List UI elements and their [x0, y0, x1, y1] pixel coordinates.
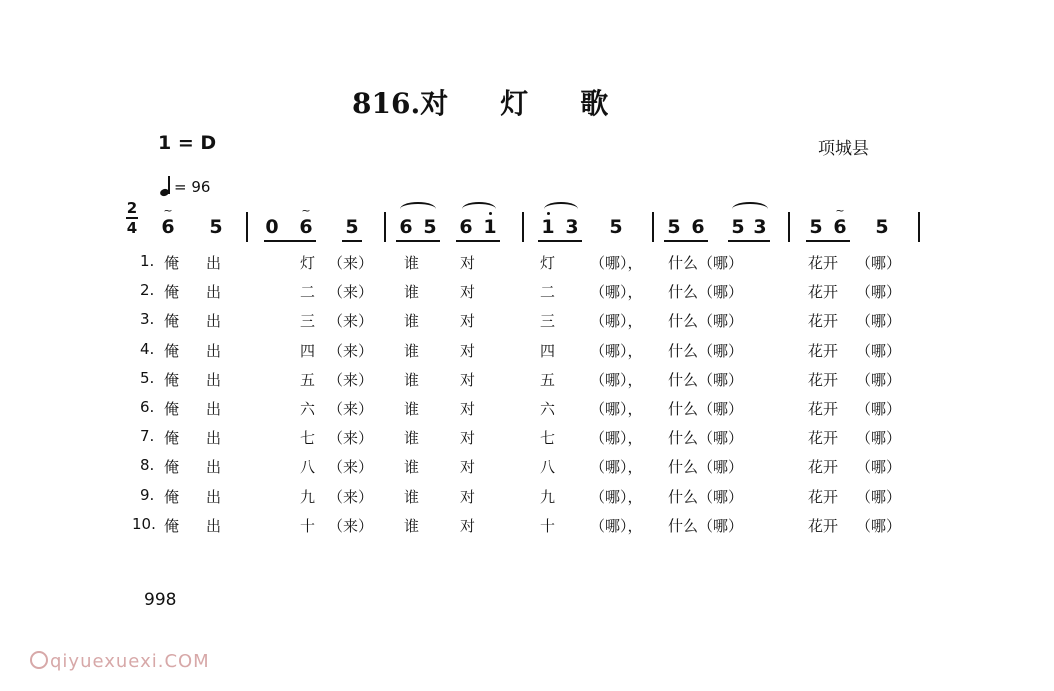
lyric-text: 花开	[808, 400, 839, 418]
lyric-text: 俺	[164, 283, 180, 302]
underline-beam	[342, 240, 362, 242]
note: 5	[423, 216, 437, 238]
lyric-text: 出	[206, 370, 222, 389]
lyric-text: 出	[206, 283, 222, 302]
note: 5	[209, 216, 223, 238]
lyric-text: 十	[300, 516, 316, 535]
lyric-text: 谁	[404, 283, 420, 302]
lyric-text: （哪），	[590, 400, 643, 418]
note: 6	[691, 216, 705, 238]
lyric-text: 谁	[404, 429, 420, 448]
lyric-text: 俺	[164, 341, 180, 360]
lyric-text: （来）	[328, 458, 374, 477]
lyric-text: （哪），	[590, 341, 643, 360]
page-number: 998	[144, 590, 177, 610]
lyric-row	[0, 515, 1054, 543]
lyric-text: （哪），	[590, 312, 643, 331]
lyric-text: 出	[206, 254, 222, 272]
lyric-text: 俺	[164, 400, 180, 418]
title-char-1: 对	[420, 87, 449, 120]
lyric-text: （哪）	[856, 516, 902, 535]
lyric-text: 出	[206, 312, 222, 331]
note: 6	[161, 216, 175, 238]
lyric-text: 谁	[404, 400, 420, 418]
lyric-text: 谁	[404, 458, 420, 477]
verse-number: 6.	[140, 398, 155, 416]
notation-staff	[0, 200, 1054, 246]
time-sig-top: 2	[126, 199, 138, 217]
lyric-text: 谁	[404, 341, 420, 360]
lyric-text: 谁	[404, 370, 420, 389]
time-sig-bottom: 4	[126, 219, 138, 237]
lyric-text: 对	[460, 254, 476, 272]
quarter-note-icon	[160, 176, 170, 196]
note: 5	[345, 216, 359, 238]
verse-number: 8.	[140, 456, 155, 475]
lyric-text: 三	[540, 312, 556, 331]
lyric-text: （来）	[328, 254, 374, 272]
lyric-text: 出	[206, 516, 222, 535]
lyric-text: （来）	[328, 400, 374, 418]
lyric-text: （哪），	[590, 254, 643, 272]
lyric-text: 六	[540, 400, 556, 418]
underline-beam	[396, 240, 440, 242]
lyric-text: 出	[206, 458, 222, 477]
lyric-text: 俺	[164, 429, 180, 448]
lyric-text: 什么（哪）	[668, 341, 744, 360]
underline-beam	[456, 240, 500, 242]
lyric-text: 出	[206, 341, 222, 360]
bar-line	[246, 212, 248, 242]
note: 0	[265, 216, 279, 238]
note: 5	[667, 216, 681, 238]
lyric-text: 对	[460, 516, 476, 535]
note: 5	[609, 216, 623, 238]
lyric-text: 谁	[404, 487, 420, 506]
bar-line	[384, 212, 386, 242]
lyric-text: （哪），	[590, 370, 643, 389]
ornament-mark: ~	[163, 204, 173, 217]
lyric-text: 九	[540, 487, 556, 506]
lyric-text: 花开	[808, 254, 839, 272]
lyric-text: （哪），	[590, 516, 643, 535]
lyric-text: 对	[460, 312, 476, 331]
lyric-row	[0, 486, 1054, 514]
lyric-text: 花开	[808, 341, 839, 360]
note: 6	[833, 216, 847, 238]
lyric-text: 什么（哪）	[668, 254, 744, 272]
bar-line	[918, 212, 920, 242]
lyric-text: （来）	[328, 283, 374, 302]
verse-number: 5.	[140, 368, 155, 387]
lyric-text: （哪）	[856, 341, 902, 360]
tempo-marking	[160, 176, 210, 196]
lyric-text: 出	[206, 429, 222, 448]
song-title	[352, 82, 608, 122]
lyric-text: 谁	[404, 312, 420, 331]
lyric-text: 什么（哪）	[668, 400, 744, 418]
lyric-text: 花开	[808, 283, 839, 302]
note: 5	[809, 216, 823, 238]
lyric-text: （来）	[328, 429, 374, 448]
lyric-text: 灯	[300, 254, 316, 272]
lyric-text: 什么（哪）	[668, 487, 744, 506]
lyric-text: 九	[300, 487, 316, 506]
lyric-text: 花开	[808, 458, 839, 477]
lyric-text: 俺	[164, 312, 180, 331]
lyric-text: 什么（哪）	[668, 458, 744, 477]
lyric-text: 二	[300, 283, 316, 302]
lyric-row	[0, 398, 1054, 426]
note: 1	[483, 216, 497, 238]
lyric-text: 谁	[404, 254, 420, 272]
title-char-3: 歌	[580, 87, 609, 120]
lyric-text: 俺	[164, 254, 180, 272]
lyric-text: 对	[460, 370, 476, 389]
lyric-text: 六	[300, 400, 316, 418]
lyric-text: （哪）	[856, 487, 902, 506]
lyric-text: 四	[300, 341, 316, 360]
verse-number: 9.	[140, 485, 155, 504]
lyric-text: 灯	[540, 254, 556, 272]
lyric-text: （哪），	[590, 429, 643, 448]
lyric-text: 对	[460, 400, 476, 418]
note: 6	[459, 216, 473, 238]
song-number: 816.	[352, 87, 421, 120]
lyric-text: 什么（哪）	[668, 429, 744, 448]
lyric-text: （来）	[328, 487, 374, 506]
lyric-text: 什么（哪）	[668, 283, 744, 302]
octave-dot	[489, 212, 492, 215]
verse-number: 1.	[140, 252, 155, 270]
lyric-text: （哪）	[856, 370, 902, 389]
lyric-row	[0, 252, 1054, 280]
lyric-text: 花开	[808, 312, 839, 331]
note: 3	[753, 216, 767, 238]
region-label: 项城县	[818, 139, 869, 159]
lyric-text: （来）	[328, 370, 374, 389]
underline-beam	[806, 240, 850, 242]
lyric-text: 什么（哪）	[668, 516, 744, 535]
lyric-text: （哪）	[856, 400, 902, 418]
underline-beam	[664, 240, 708, 242]
lyric-text: 花开	[808, 429, 839, 448]
tie-arc	[732, 202, 768, 216]
lyric-text: 七	[540, 429, 556, 448]
lyric-row	[0, 281, 1054, 309]
watermark	[30, 651, 210, 672]
lyric-text: （哪）	[856, 312, 902, 331]
lyric-text: 八	[540, 458, 556, 477]
key-signature: 1 = D	[158, 132, 217, 154]
lyric-row	[0, 310, 1054, 338]
lyric-text: 俺	[164, 516, 180, 535]
ornament-mark: ~	[835, 204, 845, 217]
lyric-text: 俺	[164, 458, 180, 477]
note: 3	[565, 216, 579, 238]
verse-number: 7.	[140, 427, 155, 446]
lyric-text: 花开	[808, 516, 839, 535]
note: 5	[731, 216, 745, 238]
ornament-mark: ~	[301, 204, 311, 217]
lyric-text: （哪）	[856, 283, 902, 302]
lyric-text: 二	[540, 283, 556, 302]
lyric-text: 十	[540, 516, 556, 535]
lyric-text: 对	[460, 283, 476, 302]
lyric-text: （哪）	[856, 254, 902, 272]
lyric-row	[0, 427, 1054, 455]
lyric-text: 谁	[404, 516, 420, 535]
tempo-value: = 96	[174, 178, 211, 196]
lyric-text: （哪），	[590, 458, 643, 477]
lyric-text: 四	[540, 341, 556, 360]
lyric-text: （来）	[328, 341, 374, 360]
verse-number: 2.	[140, 281, 155, 300]
lyric-text: （来）	[328, 312, 374, 331]
underline-beam	[264, 240, 316, 242]
note: 1	[541, 216, 555, 238]
lyric-text: 八	[300, 458, 316, 477]
lyric-text: 对	[460, 429, 476, 448]
octave-dot	[547, 212, 550, 215]
lyric-text: 花开	[808, 487, 839, 506]
title-char-2: 灯	[500, 87, 529, 120]
lyric-text: 俺	[164, 487, 180, 506]
lyric-text: 俺	[164, 370, 180, 389]
lyric-text: 三	[300, 312, 316, 331]
lyric-text: 什么（哪）	[668, 370, 744, 389]
underline-beam	[538, 240, 582, 242]
watermark-logo-icon	[30, 651, 48, 669]
note: 6	[399, 216, 413, 238]
tie-arc	[400, 202, 436, 216]
lyric-text: 对	[460, 341, 476, 360]
lyric-text: 对	[460, 458, 476, 477]
lyric-text: （哪）	[856, 429, 902, 448]
note: 6	[299, 216, 313, 238]
lyric-text: 五	[540, 370, 556, 389]
lyric-text: （哪），	[590, 487, 643, 506]
bar-line	[788, 212, 790, 242]
verse-number: 3.	[140, 310, 155, 329]
lyric-text: （哪）	[856, 458, 902, 477]
lyric-text: 花开	[808, 370, 839, 389]
underline-beam	[728, 240, 770, 242]
bar-line	[652, 212, 654, 242]
lyric-text: 七	[300, 429, 316, 448]
verse-number: 10.	[132, 514, 156, 533]
verse-number: 4.	[140, 339, 155, 358]
bar-line	[522, 212, 524, 242]
lyric-text: 出	[206, 400, 222, 418]
lyric-row	[0, 340, 1054, 368]
lyric-row	[0, 369, 1054, 397]
note: 5	[875, 216, 889, 238]
lyric-text: 出	[206, 487, 222, 506]
watermark-text: qiyuexuexi.COM	[50, 651, 210, 672]
lyric-text: 什么（哪）	[668, 312, 744, 331]
lyric-row	[0, 456, 1054, 484]
lyric-text: 五	[300, 370, 316, 389]
lyric-text: （哪），	[590, 283, 643, 302]
lyric-text: （来）	[328, 516, 374, 535]
lyric-text: 对	[460, 487, 476, 506]
